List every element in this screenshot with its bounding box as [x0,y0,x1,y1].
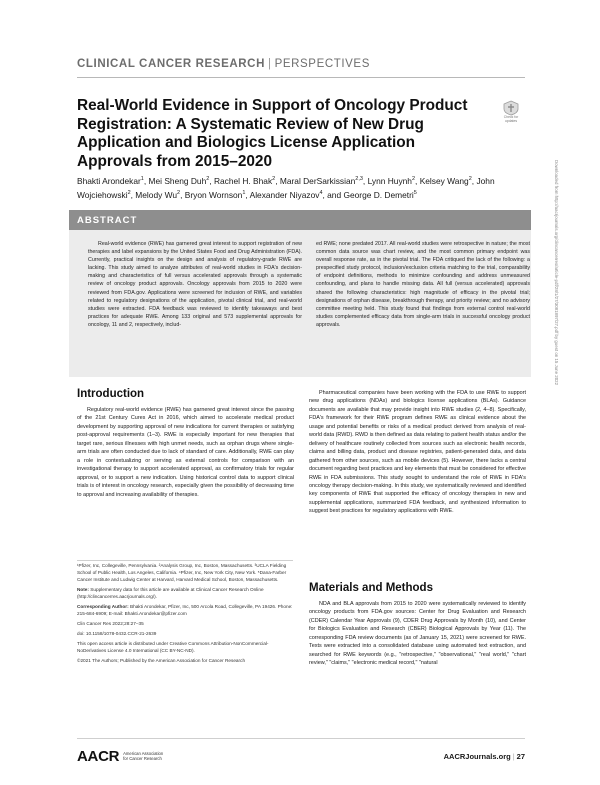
methods-text: NDA and BLA approvals from 2015 to 2020 were systematically reviewed to identify oncology products from FDA.gov sources: Center for Drug Evaluation and Research (CDER) Calendar Year Approvals (9), CDER Drug Approvals by Month (10), and Center for Biologics Evaluation and Research (CBER) Biological Approvals by Year (11). The corresponding FDA review documents (as of January 15, 2021) were screened for RWE. Texts were extracted into a consolidated database using automated text extraction, and searched for RWE keywords (e.g., "retrospective," "observational," "real world," "chart review," "claims," "electronic medical record," "natural [309,601,526,667]
license-note: This open access article is distributed under Creative Commons Attribution-NonCommercial-NoDerivatives License 4.0 International (CC BY-NC-ND). [77,641,269,653]
aacr-logo-mark: AACR [77,747,120,765]
footer-page-info [400,752,525,761]
abstract-right-column: ed RWE; none predated 2017. All real-world studies were retrospective in nature; the most common data source was chart review, and the most common primary endpoint was overall response rate, as in the pivotal trial. The FDA critiqued the lack of the following: a prespecified study protocol, inclusion/exclusion criteria matching to the trial, comparability of endpoint definitions, methods to minimize confounding and address unmeasured confounding, and plans to handle missing data. All full (versus accelerated) approvals shared the following characteristics: high magnitude of efficacy in the pivotal trial; designations of orphan disease, breakthrough therapy, and priority review; and no advisory committee meeting held. This study found that findings from external control real-world studies complemented efficacy data from single-arm trials in successful oncology product approvals. [316,241,530,328]
author-affiliation: 2,3 [355,176,363,182]
author-name: Bhakti Arondekar [77,175,141,186]
crossmark-line1: Check for [503,115,519,119]
page-number: 27 [516,752,525,761]
article-title: Real-World Evidence in Support of Oncology Product Registration: A Systematic Review of New Drug Application and Biologics License Application Approvals from 2015–2020 [77,97,468,170]
header-separator: | [267,58,272,70]
download-notice-text: Downloaded from http://aacrjournals.org/clincancerres/article-pdf/28/1/27/3081897/27.pdf by guest on 15 June 2022 [554,160,559,386]
crossmark-icon [499,100,523,116]
author-name: Melody Wu [135,190,178,201]
author-affiliation: 2 [206,176,210,182]
corr-text: Bhakti Arondekar, Pfizer, Inc, 500 Arcola Road, Collegeville, PA 19426. Phone: 215-684-6909; E-mail: Bhakti.Arondekar@pfizer.com [77,604,293,616]
author-name: Maral DerSarkissian [279,175,356,186]
affiliations: ¹Pfizer, Inc, Collegeville, Pennsylvania. ²Analysis Group, Inc, Boston, Massachusetts. ³UCLA Fielding School of Public Health, Los Angeles, California. ⁴Pfizer, Inc, New York City, New York. ⁵Dana-Farber Cancer Institute and Ludwig Center at Harvard, Harvard Medical School, Boston, Massachusetts. [77,563,287,582]
supplementary-note [77,586,293,600]
author-affiliation: 1 [242,190,246,197]
corr-label: Corresponding Author: [77,604,129,609]
author-name: Lynn Huynh [367,175,412,186]
abstract-left-column: Real-world evidence (RWE) has garnered great interest to support registration of new therapies and label expansions by the United States Food and Drug Administration (FDA). Currently, practical insights on the design and analysis of regulatory-grade RWE are lacking. This study aimed to analyze attributes of real-world studies in FDA's decision-making and characteristics of full versus accelerated approvals through a systematic review of oncology product approvals. Oncology approvals from 2015 to 2020 were reviewed from FDA.gov. Applications were screened for inclusion of RWE, and variables related to regulatory designations of the application, pivotal clinical trial, and real-world studies were extracted. FDA feedback was reviewed to identify takeaways and best practices for adequate RWE. Among 133 original and 573 supplemental approvals for oncology, 11 and 2, respectively, includ- [88,241,302,328]
author-name: Alexander Niyazov [249,190,320,201]
org-line1: American Association [123,751,164,756]
author-affiliation: 2 [272,176,276,182]
aacr-logo [77,749,163,763]
author-name: Bryon Wornson [184,190,243,201]
crossmark-line2: updates [504,118,518,123]
author-affiliation: 2 [411,176,416,182]
footnote-rule [77,560,293,561]
section-name: PERSPECTIVES [274,58,370,70]
header-rule [77,77,525,78]
corresponding-author [77,603,293,617]
footnotes [77,562,293,667]
journal-header [77,58,370,70]
author-name: Mei Sheng Duh [148,175,207,186]
introduction-text: Regulatory real-world evidence (RWE) has garnered great interest since the passing of the 21st Century Cures Act in 2016, which aimed to accelerate medical product development by supporting approval of new indications for current therapies or satisfying post-approval requirements (1–3). RWE is especially important for new therapies that target rare, serious illnesses with high unmet needs, such as orphan drugs where single-arm trials are often conducted due to lack of standard of care. Additionally, RWE can play a role in contextualizing or serving as external controls for comparison with an investigational therapy to support accelerated approval, as confirmatory trials for regular approval, or to support a new indication. Using historical control data to support clinical trials is of interest in oncology research, especially given the possibility of decreasing time to approval and increasing availability of therapies. [77,407,294,498]
author-affiliation: 2 [177,190,181,197]
note-label: Note: [77,587,89,592]
author-name: John Wojciehowski [77,175,495,201]
doi-link[interactable]: doi: 10.1158/1078-0432.CCR-21-2639 [77,631,157,636]
methods-heading: Materials and Methods [309,582,433,594]
note-text: Supplementary data for this article are available at Clinical Cancer Research Online (http://clincancerres.aacrjournals.org/). [77,587,264,599]
author-affiliation: 1 [140,176,144,182]
author-list: Bhakti Arondekar$^1$, Mei Sheng Duh$^2$, Rachel H. Bhak$^2$, Maral DerSarkissian$^{2,3}$, Lynn Huynh$^2$, Kelsey Wang$^2$, John Wojciehowski$^2$, Melody Wu$^2$, Bryon Wornson$^1$, Alexander Niyazov$^4$, and George D. Demetri$^5$ [77,175,495,201]
right-column-text: Pharmaceutical companies have been working with the FDA to use RWE to support new drug applications (NDAs) and biologics license applications (BLAs). Guidance documents are available that may provide insight into RWE studies (2, 4–8). Specifically, FDA's framework for their RWE program defines RWE as clinical evidence about the usage and potential benefits or risks of a medical product derived from analysis of real-world data (RWD). RWD is then defined as data relating to patient health status and/or the delivery of healthcare routinely collected from sources such as electronic health records, claims and billing data, product and disease registries, patient-generated data, and data gathered from other sources, such as mobile devices (5). However, there lacks a central document regarding best practices and key elements that must be considered for effective RWE in FDA submissions. This study sought to understand the role of RWE in FDA's oncology therapy decision-making. In this study, we systematically reviewed and identified key components of RWE that supported the efficacy of oncology therapies in new and supplemental applications, summarized FDA feedback, and synthesized information to suggest best practices for regulatory applications with RWE. [309,390,526,515]
abstract-box [69,210,531,377]
author-affiliation: 5 [413,190,417,197]
author-name: George D. Demetri [343,190,414,201]
author-affiliation: 2 [468,176,472,182]
copyright-note: ©2021 The Authors; Published by the American Association for Cancer Research [77,658,246,663]
author-affiliation: 4 [319,190,323,197]
author-name: Kelsey Wang [419,175,469,186]
journal-site-link[interactable]: AACRJournals.org [443,752,511,761]
abstract-heading: ABSTRACT [69,210,531,230]
footer-separator: | [512,752,515,761]
footer-rule [77,738,525,739]
journal-name: CLINICAL CANCER RESEARCH [77,58,265,70]
introduction-heading: Introduction [77,388,145,400]
citation: Clin Cancer Res 2022;28:27–35 [77,621,144,626]
crossmark-label [499,116,523,124]
aacr-org-name [123,751,163,761]
author-affiliation: 2 [127,190,131,197]
download-notice [554,160,564,550]
crossmark-badge[interactable] [499,100,523,130]
author-name: Rachel H. Bhak [213,175,273,186]
org-line2: for Cancer Research [123,756,162,761]
